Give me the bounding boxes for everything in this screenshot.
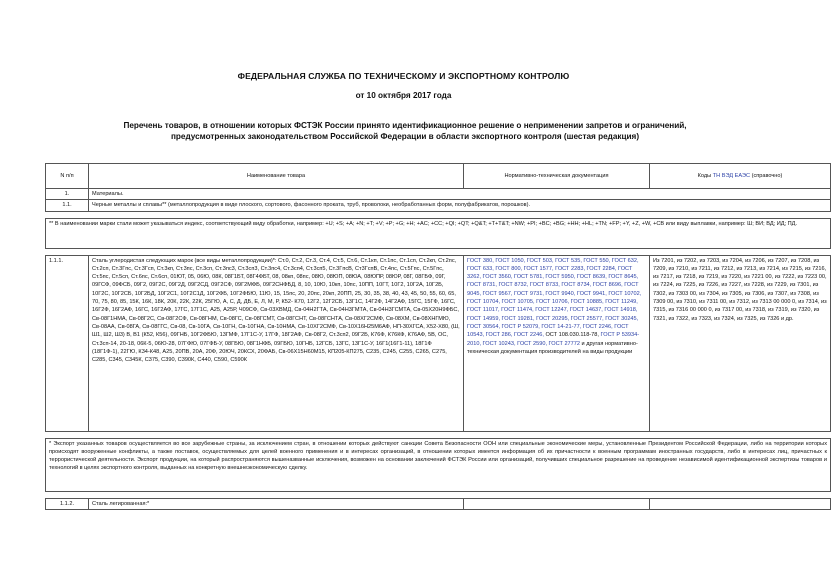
row-norm-docs: [464, 255, 650, 431]
gost-links[interactable]: ГОСТ 380, ГОСТ 1050, ГОСТ 503, ГОСТ 535, ГОСТ 550, ГОСТ 632, ГОСТ 633, ГОСТ 800, ГОСТ 1577, ГОСТ 2283, ГОСТ 2284, ГОСТ 3262, ГОСТ 3560, ГОСТ 5781, ГОСТ 5950, ГОСТ 8639, ГОСТ 8645, ГОСТ 8731, ГОСТ 8732, ГОСТ 8733, ГОСТ 8734, ГОСТ 8696, ГОСТ 9045, ГОСТ 9567, ГОСТ 9731, ГОСТ 9940, ГОСТ 9941, ГОСТ 10702, ГОСТ 10704, ГОСТ 10705, ГОСТ 10706, ГОСТ 10885, ГОСТ 11249, ГОСТ 11017, ГОСТ 11474, ГОСТ 12247, ГОСТ 14637, ГОСТ 14918, ГОСТ 14959, ГОСТ 19281, ГОСТ 20295, ГОСТ 25577, ГОСТ 30245, ГОСТ 30564, ГОСТ Р 52079, ГОСТ 14-21-77, ГОСТ 2246, ГОСТ 10543, ГОСТ 286, ГОСТ 2246,: [467, 257, 642, 339]
row-name: Материалы.: [89, 189, 831, 200]
row-name: Сталь легированная:*: [89, 498, 464, 509]
table-header-row: [46, 164, 831, 189]
table-spacer: [46, 248, 831, 255]
agency-title: ФЕДЕРАЛЬНАЯ СЛУЖБА ПО ТЕХНИЧЕСКОМУ И ЭКСПОРТНОМУ КОНТРОЛЮ: [237, 71, 570, 81]
table-spacer: [46, 211, 831, 218]
col-header-codes: [650, 164, 831, 189]
row-num: 1.1.1.: [46, 255, 89, 431]
document-heading: Перечень товаров, в отношении которых ФСТЭК России принято идентификационное решение о неприменении запретов и ограничений, предусмотренных законодательством Российской Федерации в области экспортного контроля (шестая редакция): [123, 121, 687, 141]
row-codes: Из 7201, из 7202, из 7203, из 7204, из 7206, из 7207, из 7208, из 7209, из 7210, из 7211, из 7212, из 7213, из 7214, из 7215, из 7216, из 7217, из 7218, из 7219, из 7220, из 7221 00, из 7222, из 7223 00, из 7224, из 7225, из 7226, из 7227, из 7228, из 7229, из 7301, из 7302, из 7303 00, из 7304, из 7305, из 7306, из 7307, из 7308, из 7309 00, из 7310, из 7311 00, из 7312, из 7313 00 000 0, из 7314, из 7315, из 7316 00 000 0, из 7317 00, из 7318, из 7319, из 7320, из 7321, из 7322, из 7323, из 7324, из 7325, из 7326 и др.: [650, 255, 831, 431]
ost-text: ОСТ 108.030.118-78,: [543, 332, 601, 339]
row-norm-docs: [464, 498, 650, 509]
steel-grade-note: ** В наименовании марки стали может указываться индекс, соответствующий виду обработки, например: +U; +S; +A; +N; +T; +V; +P; +G; +H; +AC; +CC; +QI; +QT; +Q&T; +T+Т&T; +NW; +PI; +BC; +BG; +HH; +HL; +TN; +FP; +Y, +Z, +W, +CB или виду выплавки, например: Ш; ВИ; ВД; ИД; ПД.: [46, 218, 831, 248]
table-row: [46, 255, 831, 431]
table-spacer: [46, 431, 831, 438]
row-num: 1.1.2.: [46, 498, 89, 509]
col-header-norm: Нормативно-техническая документация: [464, 164, 650, 189]
gost-links-2[interactable]: ГОСТ Р 53934-2010, ГОСТ 10243, ГОСТ 2590, ГОСТ 27772: [467, 332, 640, 347]
export-note: * Экспорт указанных товаров осуществляется во все зарубежные страны, за исключением стран, в отношении которых действуют санкции Совета Безопасности ООН или специальные экономические меры, установленные Президентом Российской Федерации, либо на территории которых происходят вооруженные конфликты, а также поставок, осуществляемых для целей военного применения и в интересах организаций, в отношении которых имеется информация об их причастности к военным программам иностранных государств, либо в интересах лиц, причастных к террористической деятельности. Экспорт продукции, на который распространяются вышеназванные исключения, возможен на основании заключений ФСТЭК России или организаций, получивших специальное разрешение на проведение независимой идентификационной экспертизы товаров и технологий в целях экспортного контроля, выданных на конкретную внешнеэкономическую сделку.: [46, 438, 831, 491]
row-num: 1.1.: [46, 200, 89, 211]
row-codes: [650, 498, 831, 509]
codes-suffix: (справочно): [750, 172, 783, 179]
table-spacer: [46, 491, 831, 498]
table-note-row: [46, 218, 831, 248]
codes-prefix: Коды: [697, 172, 713, 179]
col-header-num: N п/п: [46, 164, 89, 189]
document-date: от 10 октября 2017 года: [355, 91, 452, 100]
table-note-row: [46, 438, 831, 491]
table-row: [46, 498, 831, 509]
row-name: Сталь углеродистая следующих марок (все виды металлопродукции)*: Ст.0, Ст.2, Ст.3, Ст.4, Ст.5, Ст.6, Ст.1кп, Ст.1пс, Ст.1сп, Ст.2кп, Ст.2пс, Ст.2сп, Ст.3Гпс, Ст.3Гсп, Ст.3кп, Ст.3пс, Ст.3сп, Ст.3пс3, Ст.3сп3, Ст.3пс4, Ст.3сп4, Ст.3сп5, Ст.3ГпсВ, Ст3ГспВ, Ст.4пс, Ст.5Гпс, Ст.5Гпс, Ст.5пс, Ст.5сп, Ст.6пс, Ст.6сп, 01ЮТ, 05, 06Ю, 08К, 08Г1БТ, 08Г4ФБТ, 08, 08кп, 08пс, 08Ю, 08ЮП, 08ЮА, 08ЮПР, 08ЮР, 08Г, 08ГБФ, 09Г, 09ГСФ, 09ФСБ, 09Г2, 09Г2С, 09Г2Д, 09Г2СД, 09Г2СФ, 09Г2МФБ, 09Г2СНФБД, 8, 10, 10Ю, 10кп, 10пс, 10ПП, 10ГТ, 10Г2, 10Г2А, 10Г2Б, 10Г2С, 10Г2СБ, 10Г2БД, 10Г2С1, 10Г2С1Д, 10Г2ФБ, 10Г2ФБЮ, 11Ю, 15, 15пс, 20, 20пс, 20кп, 20ПП, 25, 30, 35, 38, 40, 43, 45, 50, 55, 60, 65, 70, 75, 80, 85, 15К, 16К, 18К, 20К, 22К, 22К, 25ГЮ, А, С, Д, ДБ, Е, Л, М, Р, К52- К70, 12Г2, 12Г2СБ, 13Г1С, 14Г2Ф, 14Г2АФ, 15ГС, 15ГФ, 16ГС, 16Г2Ф, 16Г2АФ, 16ГС, 16Г2АФ, 17ГС, 17Г1С, А25, А25Р, Ч09СФ, Св-03ХВМД, Св-04Н2ГТА, Св-04Н3ГМТА, Св-04Н3ГСМТА, Св-05Х20Н9ФБС, Св-08Г1НМА, Св-08Г2С, Св-08Г2СФ, Св-08ГНМ, Св-08ГС, Св-08ГСМТ, Св-08ГСНТ, Св-08ГСНТА, Св-08ХГ2СМФ, Св-08ХМ, Св-08ХНГМЮ, Св-08АА, Св-08ГА, Св-08ГГС, Св-08, Св-10ГА, Св-10ГН, Св-10ГНА, Св-10НМА, Св-10ХГ2СМФ, Св-10Х16Н25М6АФ, НП-30ХГСА, Х52-Х80, (Ш, Ш1, Ш2, Ш3) В, В1 (К52, К56), 09ГНБ, 10Г2ФБЮ, 13ГМФ, 17Г1С-У, 17ГФ, 18Г2АФ, Св-08Г2, Ст.3сп2, 09Г2Б, К76Ф, К76КФ, К76АФ, 5В, ОС, Ст.3сп-14, 20-18, 06К-5, 06Ю-28, 07ГФЮ, 07ГФБ-У, 08ГБЮ, 08Г1НФБ, 09ГБЮ, 10ГНБ, 12ГСБ, 13ГС, 13Г1С-У, 16Г1(16Г1-11), 18Г1Ф (18Г1Ф-1), 22ГЮ, К34-К48, А25, 20ПВ, 20А, 20Ф, 20ЮЧ, 20КСХ, 20ФАБ, Св-06Х15Н60М15, КП205-КП275, С235, С245, С255, С265, С275, С285, С345, С345К, С375, С390, С390К, С440, С590, С590К: [89, 255, 464, 431]
table-row: [46, 200, 831, 211]
goods-table: [45, 163, 827, 510]
row-name: Черные металлы и сплавы** (металлопродукция в виде плоского, сортового, фасонного проката, труб, проволоки, необработанных форм, полуфабрикатов, порошков).: [89, 200, 831, 211]
norm-tail: и другая нормативно-техническая документация производителей на виды продукции: [467, 340, 638, 355]
row-num: 1.: [46, 189, 89, 200]
table-row: [46, 189, 831, 200]
tnved-link[interactable]: ТН ВЭД ЕАЭС: [712, 172, 751, 179]
col-header-name: Наименование товара: [89, 164, 464, 189]
